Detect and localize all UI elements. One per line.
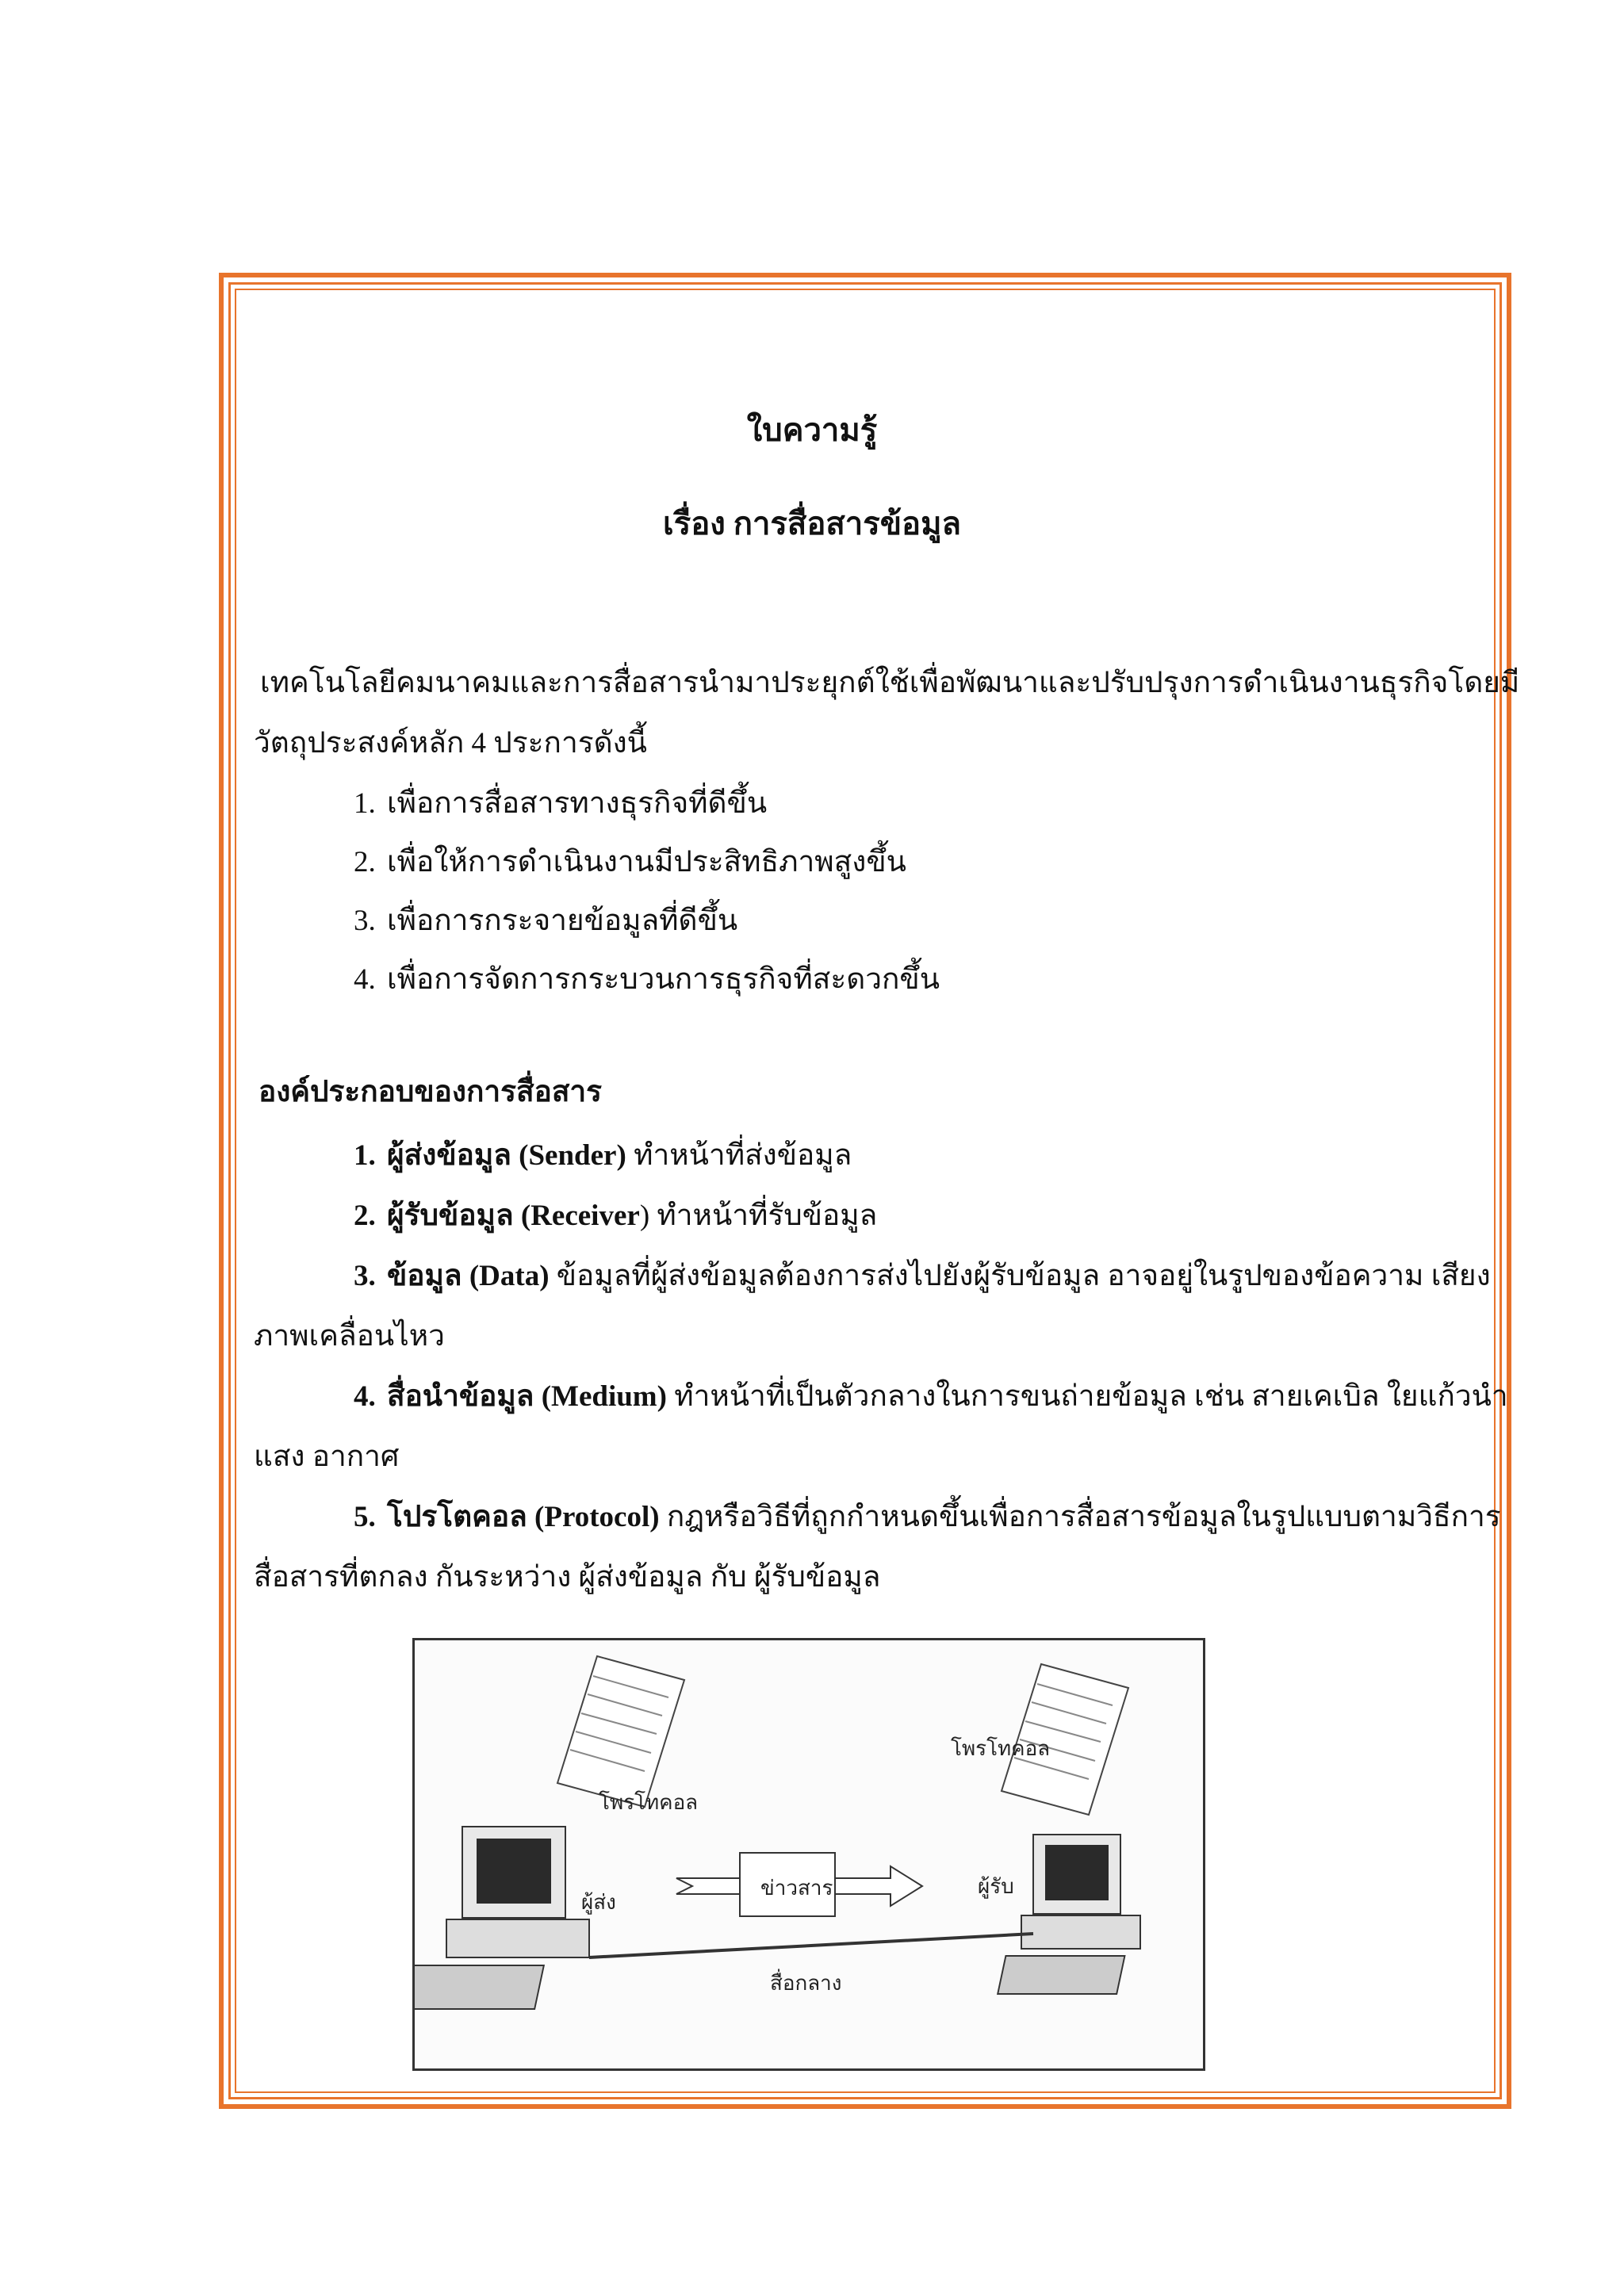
receiver-label: ผู้รับ	[978, 1875, 1014, 1898]
computer-icon-right	[998, 1835, 1140, 1994]
item-number: 5.	[354, 1501, 376, 1533]
item-number: 2.	[354, 1200, 376, 1232]
item-term: ผู้ส่งข้อมูล (Sender)	[387, 1139, 626, 1172]
item-number: 1.	[354, 1139, 376, 1172]
item-text: ทำหน้าที่เป็นตัวกลางในการขนถ่ายข้อมูล เช่น สายเคเบิล ใยแก้วนำ	[666, 1380, 1508, 1413]
page-subtitle: เรื่อง การสื่อสารข้อมูล	[663, 506, 961, 541]
item-term: ผู้รับข้อมูล (Receiver	[387, 1200, 640, 1232]
item-number: 3.	[354, 905, 376, 937]
component-item-3	[354, 1246, 1491, 1307]
component-item-3-cont: ภาพเคลื่อนไหว	[254, 1320, 445, 1353]
item-term: ข้อมูล (Data)	[387, 1260, 550, 1292]
medium-label: สื่อกลาง	[770, 1972, 842, 1995]
item-text: กฎหรือวิธีที่ถูกกำหนดขึ้นเพื่อการสื่อสารข้อมูลในรูปแบบตามวิธีการ	[659, 1501, 1501, 1533]
item-term: สื่อนำข้อมูล (Medium)	[387, 1380, 667, 1413]
computer-icon-left	[415, 1827, 589, 2009]
sender-label: ผู้ส่ง	[581, 1891, 616, 1914]
communication-diagram	[412, 1638, 1205, 2071]
item-number: 1.	[354, 787, 376, 820]
item-text: เพื่อการกระจายข้อมูลที่ดีขึ้น	[387, 905, 738, 937]
message-label: ข่าวสาร	[760, 1877, 833, 1900]
item-text: ข้อมูลที่ผู้ส่งข้อมูลต้องการส่งไปยังผู้รับข้อมูล อาจอยู่ในรูปของข้อความ เสียง	[549, 1260, 1491, 1292]
item-number: 2.	[354, 846, 376, 878]
item-text: เพื่อการจัดการกระบวนการธุรกิจที่สะดวกขึ้น	[387, 963, 940, 996]
protocol-label-right: โพรโทคอล	[951, 1737, 1051, 1760]
item-text: ทำหน้าที่ส่งข้อมูล	[626, 1139, 852, 1172]
intro-item-3	[354, 891, 737, 951]
item-term: โปรโตคอล (Protocol)	[387, 1501, 660, 1533]
components-heading: องค์ประกอบของการสื่อสาร	[259, 1076, 603, 1108]
protocol-document-icon-left	[557, 1656, 684, 1807]
component-item-5	[354, 1487, 1501, 1548]
page-title: ใบความรู้	[746, 412, 878, 448]
diagram-drawing	[415, 1640, 1203, 2068]
item-number: 4.	[354, 963, 376, 996]
component-item-4-cont: แสง อากาศ	[254, 1441, 400, 1473]
component-item-1	[354, 1126, 852, 1186]
component-item-4	[354, 1367, 1508, 1427]
item-text: เพื่อการสื่อสารทางธุรกิจที่ดีขึ้น	[387, 787, 768, 820]
component-item-2	[354, 1186, 877, 1246]
item-number: 3.	[354, 1260, 376, 1292]
intro-item-2	[354, 832, 906, 893]
item-number: 4.	[354, 1380, 376, 1413]
intro-item-1	[354, 774, 767, 834]
protocol-label-left: โพรโทคอล	[599, 1791, 699, 1814]
component-item-5-cont: สื่อสารที่ตกลง กันระหว่าง ผู้ส่งข้อมูล กับ ผู้รับข้อมูล	[254, 1561, 881, 1594]
item-text: ) ทำหน้าที่รับข้อมูล	[639, 1200, 878, 1232]
medium-cable-line	[589, 1934, 1033, 1957]
item-text: เพื่อให้การดำเนินงานมีประสิทธิภาพสูงขึ้น	[387, 846, 906, 878]
intro-line-2: วัตถุประสงค์หลัก 4 ประการดังนี้	[254, 727, 647, 760]
intro-line-1: เทคโนโลยีคมนาคมและการสื่อสารนำมาประยุกต์ใช้เพื่อพัฒนาและปรับปรุงการดำเนินงานธุรกิจโดยมี	[260, 667, 1520, 699]
intro-item-4	[354, 950, 940, 1010]
